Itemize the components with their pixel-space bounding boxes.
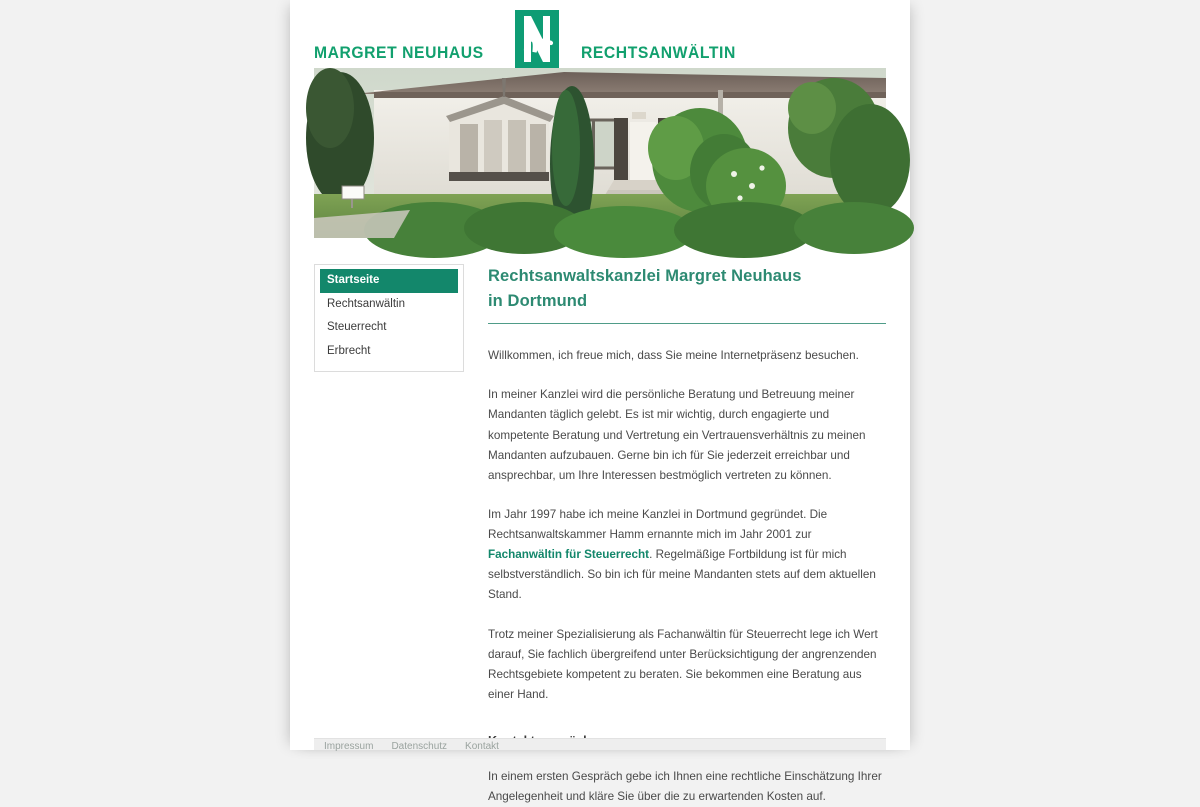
paragraph-spezialisierung: Trotz meiner Spezialisierung als Fachanwältin für Steuerrecht lege ich Wert darauf, Sie fachlich übergreifend unter Berücksichtigung der angrenzenden Rechtsgebiete kompetent zu beraten. Sie bekommen eine Beratung aus einer Hand.	[488, 627, 878, 701]
page-title	[488, 264, 886, 314]
paragraph-kontaktgespraech: In einem ersten Gespräch gebe ich Ihnen eine rechtliche Einschätzung Ihrer Angelegenheit und kläre Sie über die zu erwartenden Kosten auf.	[488, 770, 882, 804]
brand-name-text: MARGRET NEUHAUS	[314, 43, 484, 62]
page-title-line-1: Rechtsanwaltskanzlei Margret Neuhaus	[488, 267, 802, 285]
sidebar-item-startseite[interactable]: Startseite	[320, 269, 458, 293]
monogram-icon	[515, 10, 559, 68]
title-divider	[488, 323, 886, 324]
footer-link-datenschutz[interactable]: Datenschutz	[391, 741, 448, 752]
link-fachanwaeltin-steuerrecht[interactable]: Fachanwältin für Steuerrecht	[488, 548, 650, 562]
hero-photo	[314, 68, 886, 238]
main-article	[478, 264, 886, 807]
footer-links	[314, 739, 886, 754]
paragraph-intro: Willkommen, ich freue mich, dass Sie meine Internetpräsenz besuchen.	[488, 349, 859, 363]
paragraph-kanzlei: In meiner Kanzlei wird die persönliche Beratung und Betreuung meiner Mandanten täglich gelebt. Es ist mir wichtig, durch engagierte und kompetente Beratung und Vertretung ein Vertrauensverhältnis zu meinen Mandanten aufzubauen. Gerne bin ich für Sie jederzeit erreichbar und ansprechbar, um Ihre Interessen bestmöglich vertreten zu können.	[488, 388, 866, 482]
house-photo-illustration	[314, 68, 886, 238]
sidebar-navigation	[314, 264, 464, 372]
content-area	[290, 238, 910, 807]
brand-row	[314, 0, 886, 68]
paragraph-fachanwaeltin-before: Im Jahr 1997 habe ich meine Kanzlei in Dortmund gegründet. Die Rechtsanwaltskammer Hamm ernannte mich im Jahr 2001 zur	[488, 507, 828, 542]
page-title-line-2: in Dortmund	[488, 292, 588, 311]
footer-link-impressum[interactable]: Impressum	[324, 741, 374, 752]
sidebar-item-erbrecht[interactable]: Erbrecht	[327, 344, 371, 357]
neuhaus-monogram-logo[interactable]	[515, 10, 559, 68]
role-title-text: RECHTSANWÄLTIN	[580, 43, 736, 62]
page-container	[290, 0, 910, 804]
sidebar-item-steuerrecht[interactable]: Steuerrecht	[327, 321, 387, 334]
site-header	[290, 0, 910, 68]
paragraph-fachanwaeltin-after: . Regelmäßige Fortbildung ist für mich selbstverständlich. So bin ich für meine Mandanten stets auf dem aktuellen Stand.	[488, 548, 876, 602]
paragraph-fachanwaeltin	[488, 505, 886, 606]
footer-link-kontakt[interactable]: Kontakt	[465, 741, 499, 752]
site-footer	[314, 738, 886, 750]
sidebar-item-rechtsanwaeltin[interactable]: Rechtsanwältin	[327, 297, 405, 310]
